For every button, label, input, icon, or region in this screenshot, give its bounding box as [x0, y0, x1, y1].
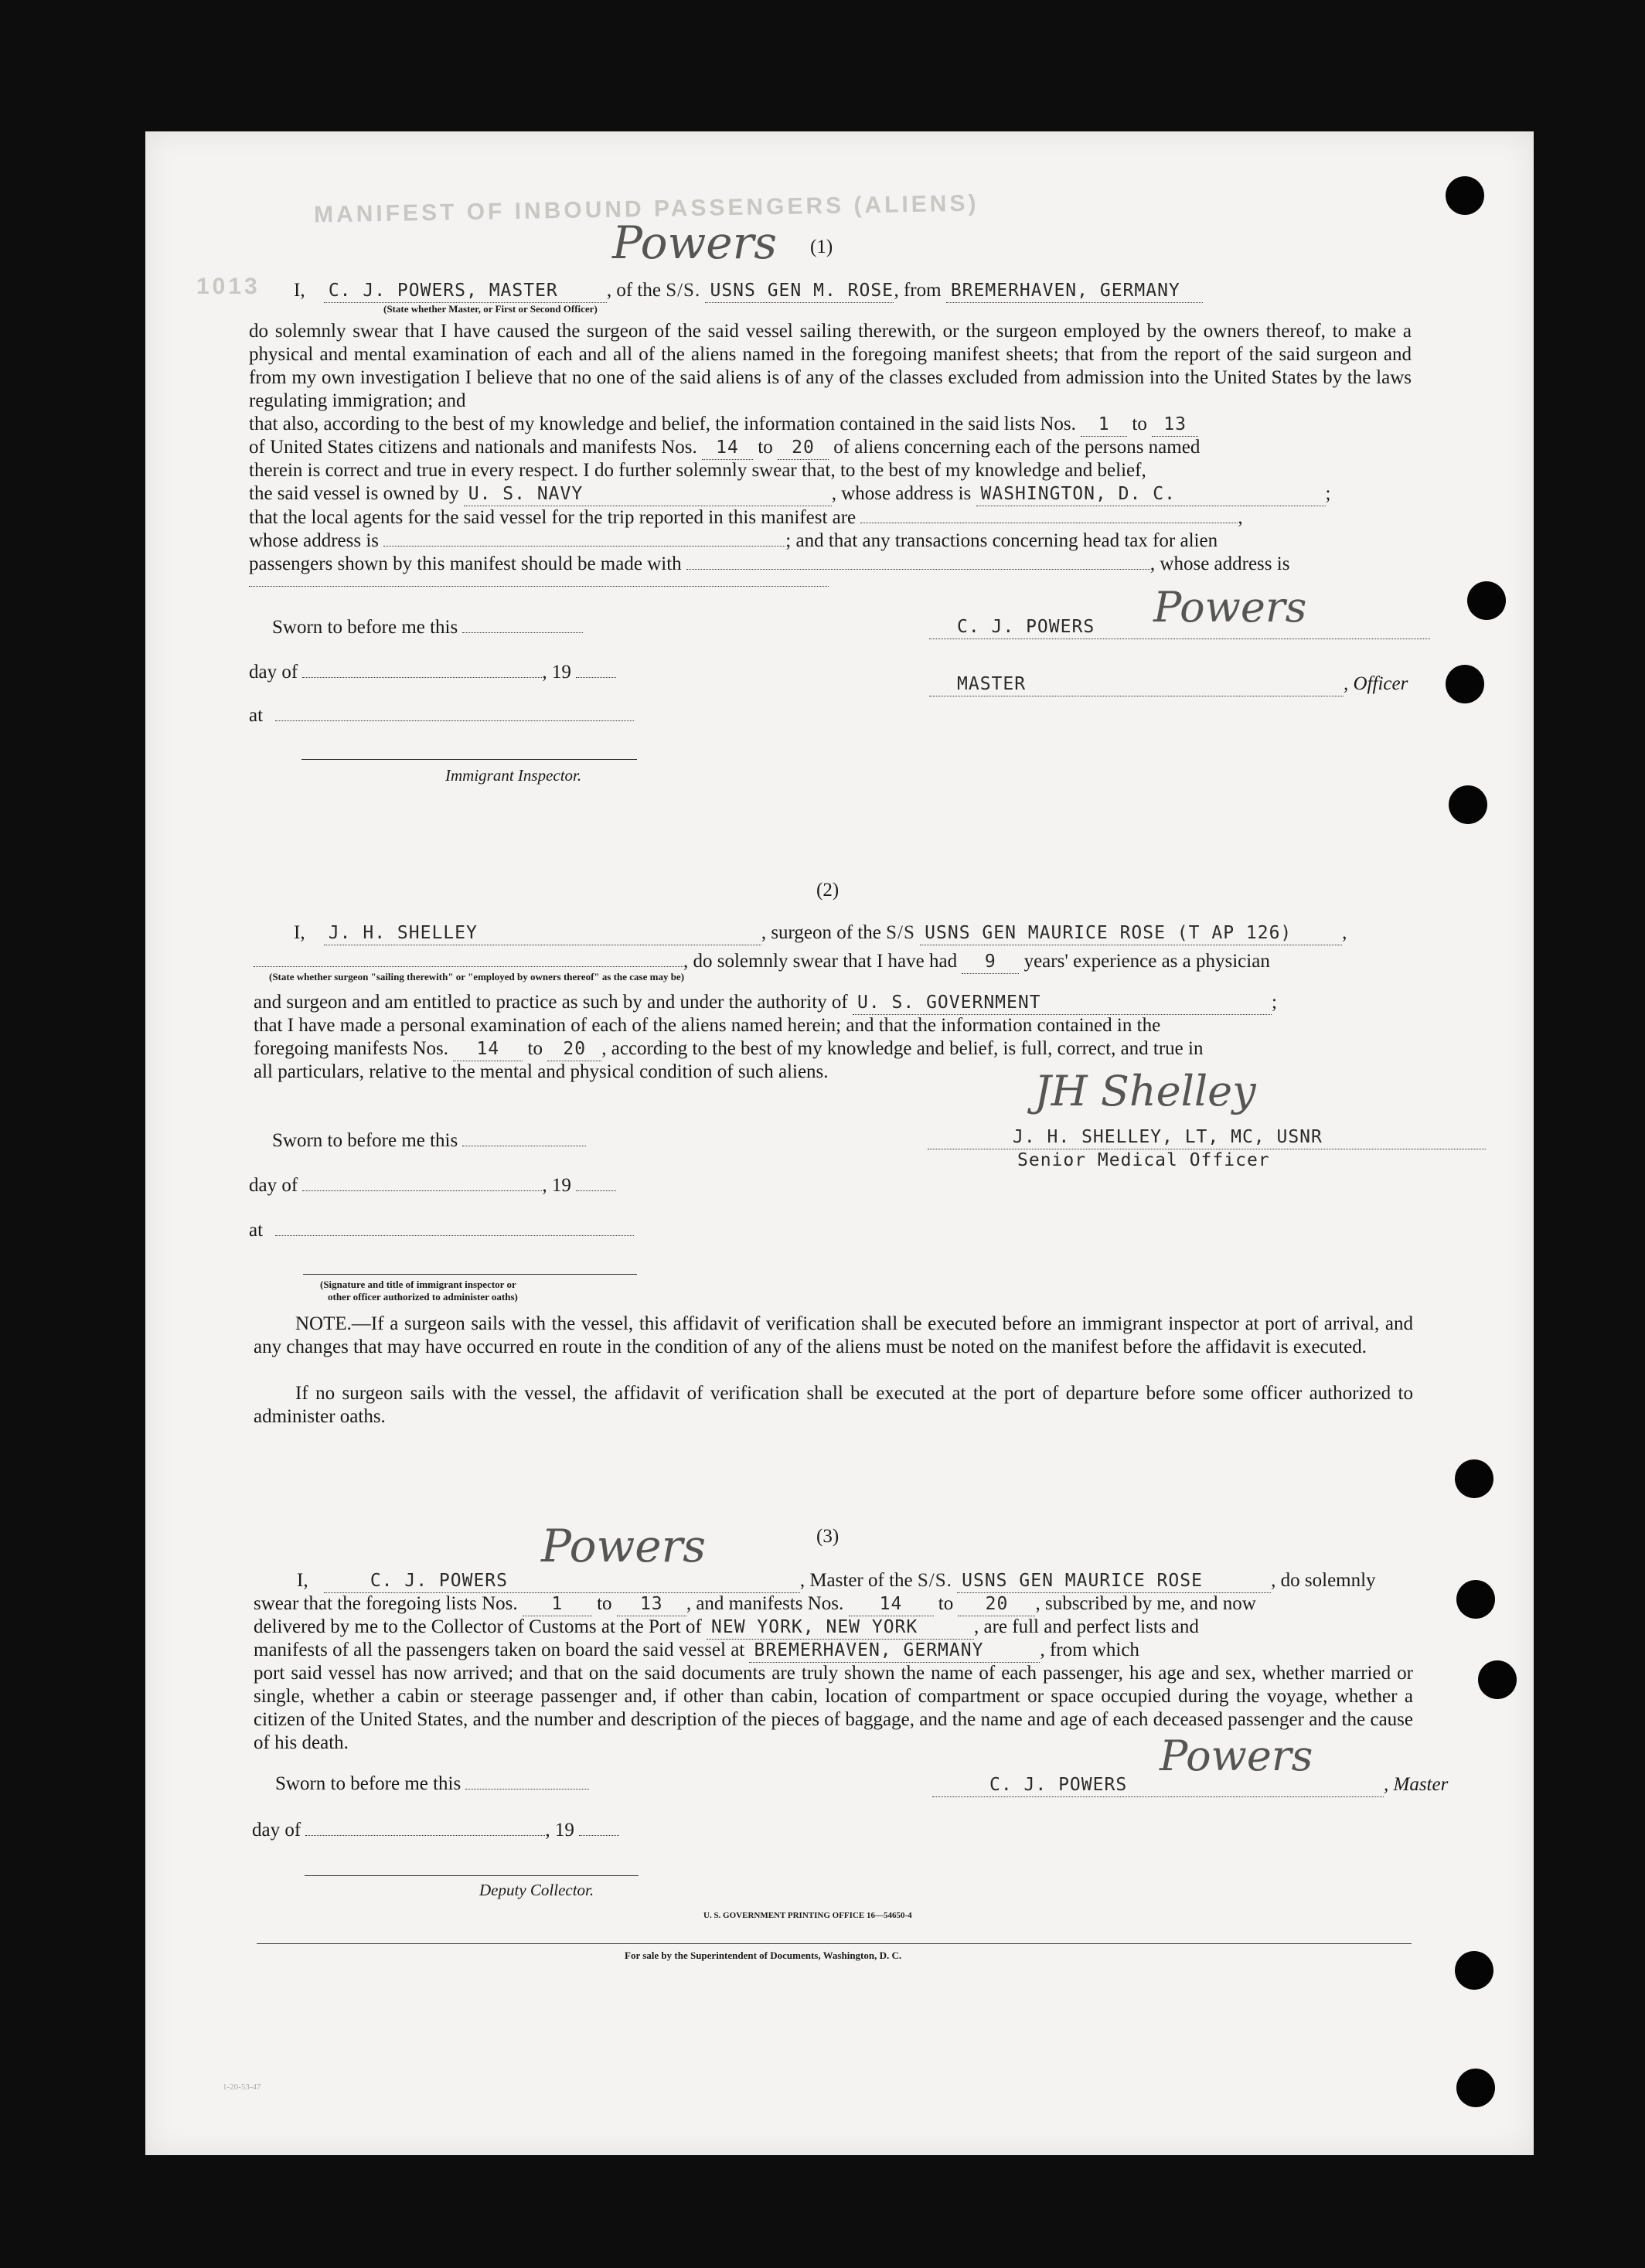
s2-sworn-line: Sworn to before me this [272, 1129, 586, 1153]
s1-headtax-line: passengers shown by this manifest should be made with , whose address is [249, 553, 1290, 574]
s1-day-line: day of , 19 [249, 660, 616, 684]
s2-sign-title: Senior Medical Officer [1017, 1150, 1270, 1170]
collector-label: Deputy Collector. [479, 1881, 594, 1899]
binder-hole [1449, 785, 1487, 824]
s2-state-note: (State whether surgeon "sailing therewith" or "employed by owners thereof" as the case may be) [269, 971, 685, 982]
s2-surgeon-line: I, J. H. SHELLEY , surgeon of the S/S USNS GEN MAURICE ROSE (T AP 126) , [294, 921, 1347, 945]
s1-oath-paragraph: do solemnly swear that I have caused the surgeon of the said vessel sailing therewith, or the surgeon employed by the owners thereof, to make a physical and mental examination of each and all of the aliens named in the foregoing manifest sheets; that from the report of the said surgeon and from my own investigation I believe that no one of the said aliens is of any of the classes excluded from admission into the United States by the laws regulating immigration; and [249, 321, 1412, 411]
s3-vessel-field: USNS GEN MAURICE ROSE [957, 1569, 1271, 1593]
manifests-to-field: 20 [778, 436, 829, 460]
inspector-signature-line [301, 759, 637, 760]
binder-hole [1456, 1580, 1495, 1619]
s3-master-name-field: C. J. POWERS [324, 1569, 800, 1593]
collector-signature-line [305, 1875, 639, 1876]
section-1-number: (1) [810, 237, 833, 257]
s2-all-line: all particulars, relative to the mental and physical condition of such aliens. [254, 1061, 829, 1082]
s1-at-line: at [249, 703, 634, 727]
s2-sig-note-2: other officer authorized to administer oaths) [328, 1291, 518, 1303]
s3-lists-line: swear that the foregoing lists Nos. 1 to 13 , and manifests Nos. 14 to 20 , subscribed by me, and now [254, 1592, 1256, 1616]
s2-manifests-line: foregoing manifests Nos. 14 to 20 , according to the best of my knowledge and belief, is full, correct, and true in [254, 1037, 1203, 1061]
s1-master-line: I, C. J. POWERS, MASTER , of the S/S. USNS GEN M. ROSE, from BREMERHAVEN, GERMANY [294, 279, 1203, 303]
footer-rule [257, 1943, 1412, 1944]
s2-experience-line: , do solemnly swear that I have had 9 years' experience as a physician [254, 949, 1270, 974]
headtax-party-field [686, 552, 1150, 570]
binder-hole [1446, 665, 1484, 703]
gpo-imprint: U. S. GOVERNMENT PRINTING OFFICE 16—54650-4 [703, 1911, 912, 1920]
lists-from-field: 1 [1081, 413, 1127, 437]
s1-manifests-line: of United States citizens and nationals and manifests Nos. 14 to 20 of aliens concerning each of the persons named [249, 436, 1200, 460]
owner-address-field: WASHINGTON, D. C. [976, 482, 1326, 506]
lists-to-field: 13 [1152, 413, 1198, 437]
s2-sign-line: J. H. SHELLEY, LT, MC, USNR [928, 1125, 1486, 1149]
s1-title-line: MASTER , Officer [929, 673, 1408, 696]
s1-agents-line: that the local agents for the said vessel for the trip reported in this manifest are , [249, 507, 1243, 528]
master-signature-1: Powers [612, 216, 778, 269]
authority-field: U. S. GOVERNMENT [853, 991, 1272, 1015]
s3-paragraph: port said vessel has now arrived; and that on the said documents are truly shown the name of each passenger, his age and sex, whether married or single, whether a cabin or steerage passenger and, if other than cabin, location of compartment or space occupied during the voyage, whether a citizen of the United States, and the number and description of the pieces of baggage, and the name and age of each deceased passenger and the cause of his death. [254, 1663, 1413, 1753]
binder-hole [1455, 1459, 1493, 1498]
s3-manifests-to-field: 20 [958, 1592, 1035, 1616]
owner-field: U. S. NAVY [464, 482, 832, 506]
s2-at-line: at [249, 1218, 634, 1242]
s3-lists-to-field: 13 [617, 1592, 686, 1616]
s3-deliver-line: delivered by me to the Collector of Customs at the Port of NEW YORK, NEW YORK , are full and perfect lists and [254, 1616, 1199, 1640]
binder-hole [1478, 1660, 1517, 1699]
headtax-address-field [249, 586, 829, 587]
s3-manifest-line: manifests of all the passengers taken on board the said vessel at BREMERHAVEN, GERMANY , from which [254, 1639, 1139, 1663]
s1-therein-line: therein is correct and true in every respect. I do further solemnly swear that, to the best of my knowledge and belief, [249, 460, 1146, 481]
inspector-label: Immigrant Inspector. [445, 766, 582, 785]
section-2-number: (2) [816, 880, 840, 901]
s2-sig-note-1: (Signature and title of immigrant inspector or [320, 1279, 516, 1290]
s1-whose-line: whose address is ; and that any transactions concerning head tax for alien [249, 530, 1218, 551]
s2-exam-line: that I have made a personal examination of each of the aliens named herein; and that the information contained in the [254, 1015, 1161, 1036]
binder-hole [1456, 2069, 1495, 2107]
s2-manifests-from-field: 14 [453, 1037, 523, 1061]
s3-sworn-line: Sworn to before me this [275, 1772, 589, 1796]
master-signature-3: Powers [541, 1520, 707, 1572]
s3-departure-port-field: BREMERHAVEN, GERMANY [749, 1639, 1040, 1663]
edge-stamp: 1-20-53-47 [223, 2082, 261, 2092]
agents-field [860, 506, 1238, 523]
s1-lists-line: that also, according to the best of my knowledge and belief, the information contained in the said lists Nos. 1 to 13 [249, 413, 1198, 437]
section-3-number: (3) [816, 1526, 840, 1547]
s3-master-line: I, C. J. POWERS , Master of the S/S. USNS GEN MAURICE ROSE , do solemnly [297, 1569, 1376, 1593]
surgeon-name-field: J. H. SHELLEY [324, 921, 761, 945]
binder-hole [1455, 1951, 1493, 1990]
vessel-name-field: USNS GEN M. ROSE [705, 279, 894, 303]
s2-vessel-field: USNS GEN MAURICE ROSE (T AP 126) [920, 921, 1342, 945]
s1-sworn-line: Sworn to before me this [272, 615, 583, 639]
agents-address-field [383, 529, 785, 547]
s3-master-sign-line: C. J. POWERS , Master [932, 1773, 1448, 1797]
binder-hole [1446, 176, 1484, 215]
master-signature-2: Powers [1153, 583, 1307, 632]
surgeon-signature: JH Shelley [1034, 1067, 1256, 1115]
s2-officer-signature-line [303, 1274, 637, 1275]
s3-day-line: day of , 19 [252, 1818, 619, 1842]
s1-owner-line: the said vessel is owned by U. S. NAVY , whose address is WASHINGTON, D. C. ; [249, 482, 1330, 506]
binder-hole [1467, 581, 1506, 620]
manifests-from-field: 14 [702, 436, 753, 460]
master-signature-4: Powers [1160, 1732, 1313, 1780]
ghost-header: MANIFEST OF INBOUND PASSENGERS (ALIENS) [313, 190, 979, 228]
ghost-number: 1013 [196, 274, 261, 299]
s2-manifests-to-field: 20 [547, 1037, 601, 1061]
s2-authority-line: and surgeon and am entitled to practice as such by and under the authority of U. S. GOVERNMENT ; [254, 991, 1277, 1015]
arrival-port-field: NEW YORK, NEW YORK [707, 1616, 974, 1640]
sale-notice: For sale by the Superintendent of Documents, Washington, D. C. [625, 1950, 902, 1961]
s3-lists-from-field: 1 [523, 1592, 592, 1616]
s1-master-sign-line: C. J. POWERS [929, 615, 1430, 639]
s2-note-paragraph: NOTE.—If a surgeon sails with the vessel, this affidavit of verification shall be executed before an immigrant inspector at port of arrival, and any changes that may have occurred en route in the condition of any of the aliens must be noted on the manifest before the affidavit is executed. [254, 1313, 1413, 1357]
departure-port-field: BREMERHAVEN, GERMANY [946, 279, 1203, 303]
s1-state-note: (State whether Master, or First or Second Officer) [383, 303, 598, 315]
s2-day-line: day of , 19 [249, 1173, 616, 1197]
years-field: 9 [962, 950, 1019, 974]
s3-manifests-from-field: 14 [849, 1592, 934, 1616]
s2-note-paragraph-2: If no surgeon sails with the vessel, the affidavit of verification shall be executed at the port of departure before some officer authorized to administer oaths. [254, 1383, 1413, 1427]
manifest-page [145, 131, 1534, 2155]
officer-title-field: MASTER [929, 673, 1344, 696]
master-name-field: C. J. POWERS, MASTER [324, 279, 607, 303]
